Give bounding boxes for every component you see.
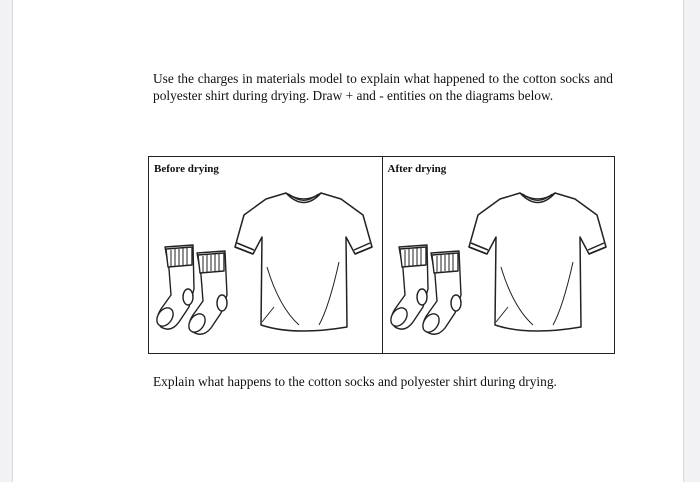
panel-after-drying[interactable] xyxy=(382,157,615,353)
polyester-shirt-icon xyxy=(235,193,372,331)
document-page xyxy=(12,0,684,482)
instructions-text: Use the charges in materials model to explain what happened to the cotton socks and polyester shirt during drying. Draw + and - entities on the diagrams below. xyxy=(153,71,613,103)
polyester-shirt-icon xyxy=(469,193,606,331)
cotton-socks-icon xyxy=(387,245,460,335)
panel-illustration xyxy=(149,157,382,355)
diagram-table xyxy=(148,156,615,354)
panel-label: Before drying xyxy=(154,163,219,175)
panel-label: After drying xyxy=(387,163,447,175)
panel-before-drying[interactable] xyxy=(149,157,382,353)
panel-illustration xyxy=(383,157,616,355)
cotton-socks-icon xyxy=(154,245,227,335)
explain-question: Explain what happens to the cotton socks and polyester shirt during drying. xyxy=(153,374,557,389)
